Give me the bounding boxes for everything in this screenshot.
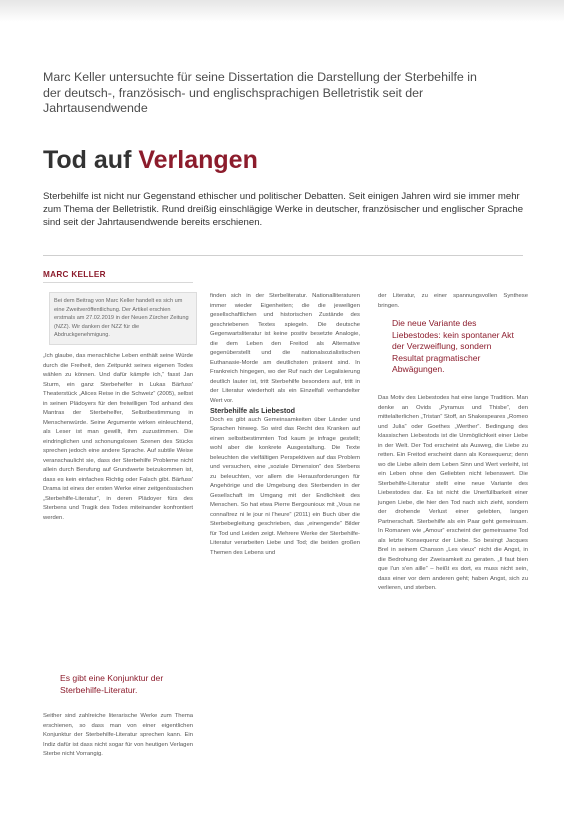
title-part1: Tod auf <box>43 146 139 174</box>
author-rule <box>43 282 193 283</box>
pull-quote-1: Es gibt eine Konjunktur der Sterbehilfe-Literatur. <box>60 673 164 695</box>
divider <box>43 255 523 256</box>
col1-paragraph-2: Seither sind zahlreiche literarische Werke zum Thema erschienen, so dass man von einer eigentlichen Konjunktur der Sterbehilfe-Literatur sprechen kann. Ein Indiz dafür ist dass nicht sogar für von heutigen Verlagen Sterbe nicht Vorrangig. <box>43 713 193 757</box>
column-2 <box>210 292 360 558</box>
page-top-shade <box>0 0 564 22</box>
pull-quote-2: Die neue Variante des Liebestodes: kein spontaner Akt der Verzweiflung, sondern Resultat pragmatischer Abwägungen. <box>392 318 514 374</box>
column-3 <box>378 394 528 594</box>
publication-note: Bei dem Beitrag von Marc Keller handelt es sich um eine Zweitveröffentlichung. Der Artikel erschien erstmals am 27.02.2019 in der Neuen Zürcher Zeitung (NZZ). Wir danken der NZZ für die Abdruckgenehmigung. <box>49 292 197 345</box>
col2-paragraph-1: finden sich in der Sterbeliteratur. Nationalliteraturen immer wieder Eigenheiten; die die jeweiligen gesellschaftlichen und historischen Zustände des geschriebenen Textes spiegeln. Die deutsche Gegenwartsliteratur ist keine positiv besetzte Analogie, die dem Leben den Freitod als Alternative gegenüberstellt und die nationalsozialistischen Euthanasie-Morde am deutlichsten präsent sind. In Frankreich hingegen, wo der Ruf nach der Legalisierung deutlich lauter ist, tritt Sterbehilfe besonders auf, tritt in der Literatur wiederholt als ein Einzelfall verhandelter Wert vor. <box>210 293 360 404</box>
title-part2: Verlangen <box>138 146 258 174</box>
column-1 <box>43 352 193 523</box>
lead-paragraph: Sterbehilfe ist nicht nur Gegenstand ethischer und politischer Debatten. Seit einigen Jahren wird sie immer mehr zum Thema der Belletristik. Rund dreißig einschlägige Werke in deutscher, französischer und englischer Sprache sind seit der Jahrtausendwende bereits erschienen. <box>43 191 524 229</box>
author-name: MARC KELLER <box>43 270 106 279</box>
col2-paragraph-2: Doch es gibt auch Gemeinsamkeiten über Länder und Sprachen hinweg. So wird das Recht des Kranken auf einen selbstbestimmten Tod kaum je infrage gestellt; wohl aber die konkrete Ausgestaltung. Die Texte beleuchten die vielfältigen Perspektiven auf das Problem und versuchen, eine „soziale Dimension“ des Sterbens zu beleuchten, vor allem die Herausforderungen für Angehörige und die Umgebung des Sterbenden in der Gesellschaft im Umgang mit der Endlichkeit des Menschen. So hat etwa Pierre Bergounioux mit „Vous ne connaîtrez ni le jour ni l'heure“ (2011) ein Buch über die Sterbebegleitung geschrieben, das „einengende“ Bilder für Tod und Leiden zeigt. Mehrere Werke der Sterbehilfe-Literatur verarbeiten Liebe und Tod; die beiden großen Themen des Lebens und <box>210 416 360 556</box>
col1-paragraph-1: „Ich glaube, das menschliche Leben enthält seine Würde durch die Freiheit, den Zeitpunkt seines eigenen Todes wählen zu können. Und dafür kämpfe ich,“ fasst Jan Sturm, ein ganz Sterbehelfer in Lukas Bärfuss' Theaterstück „Alices Reise in die Schweiz“ (2005), selbst in seinen Plädoyers für den freiwilligen Tod anhand des Mantras der Sterbehelfer, Selbstbestimmung in Menschenwürde. Seine Argumente wirken einleuchtend, als Leser ist man gewillt, ihm zuzustimmen. Die eindringlichen und schonungslosen Szenen des Stücks sprechen jedoch eine andere Sprache. Auf subtile Weise veranschaulicht sie, dass der Sterbehilfe Probleme nicht allein durch Berufung auf Grundwerte beizukommen ist, dass es kein einfaches Richtig oder Falsch gibt. Bärfuss' Drama ist eines der ersten Werke einer zeitgenössischen „Sterbehilfe-Literatur“, in deren Plädoyer fürs des Sterbens und Tragik des Todes miteinander konfrontiert werden. <box>43 353 193 521</box>
article-title <box>43 146 258 175</box>
kicker: Marc Keller untersuchte für seine Dissertation die Darstellung der Sterbehilfe in der deutsch-, französisch- und englischsprachigen Belletristik seit der Jahrtausendwende <box>43 70 477 116</box>
column-1-bottom <box>43 712 193 760</box>
column-3-top <box>378 292 528 311</box>
col3-paragraph-2: Das Motiv des Liebestodes hat eine lange Tradition. Man denke an Ovids „Pyramus und Thisbe“, den mittelalterlichen „Tristan“ Stoff, an Shakespeares „Romeo und Julia“ oder Goethes „Werther“. Bedingung des klassischen Liebestods ist die Unmöglichkeit einer Liebe in der Welt. Der Tod erscheint als Ausweg, die Liebe zu retten. Ein Freitod erscheint dann als Konsequenz; denn wo die Liebe allein dem Leben Sinn und Wert verleiht, ist ein Leben ohne den Geliebten nicht lebenswert. Die Sterbehilfe-Literatur stellt eine neue Variante des Liebestodes dar. Es ist nicht die Unerfüllbarkeit einer jungen Liebe, die hier den Tod nach sich zieht, sondern der drohende Verlust einer gelebten, langen Partnerschaft. Sterbehilfe als ein Paar geht gemeinsam. In Romanen wie „Amour“ erscheint der gemeinsame Tod als letzte Konsequenz der Liebe. So besingt Jacques Brel in seinem Chanson „Les vieux“ nicht die Angst, in die Bedrohung der Zweisamkeit zu geraten. „Il faut bien que l'un s'en aille“ – heißt es dort, es muss nicht sein, dass einer vor dem anderen geht; haben Angst, sich zu verlieren, und sterben. <box>378 395 528 591</box>
col3-paragraph-1: der Literatur, zu einer spannungsvollen Synthese bringen. <box>378 293 528 309</box>
subheading-liebestod: Sterbehilfe als Liebestod <box>210 406 296 415</box>
